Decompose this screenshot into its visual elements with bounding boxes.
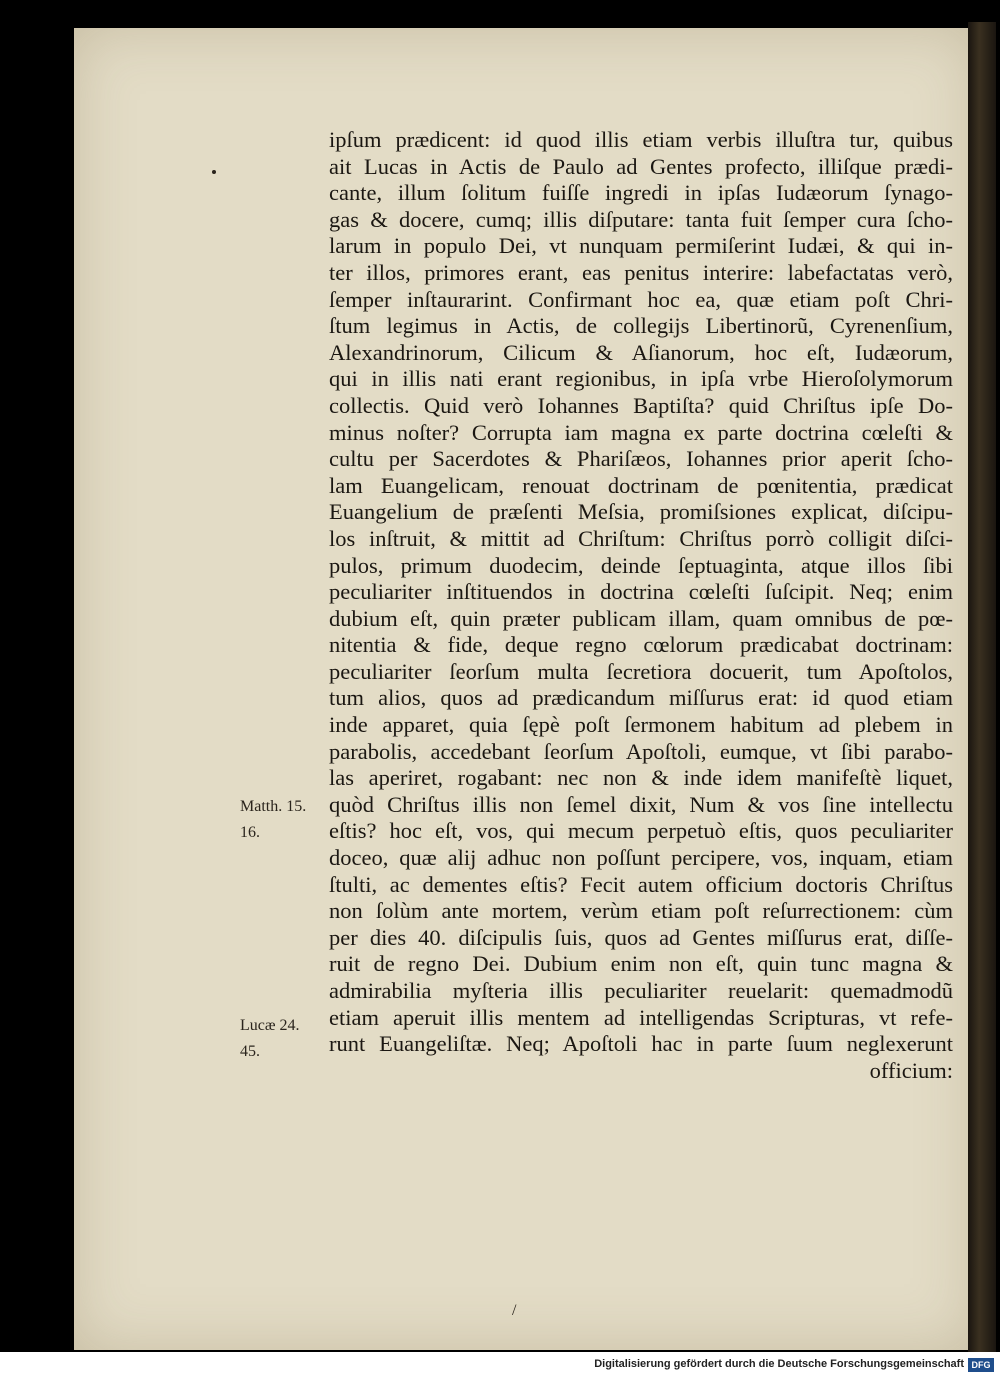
funding-credit: Digitalisierung gefördert durch die Deutsche Forschungsgemeinschaft — [594, 1358, 964, 1370]
footer-bar — [0, 1352, 1000, 1379]
text-line: nitentia & fide, deque regno cœlorum prædicabat doctrinam: — [329, 632, 953, 658]
text-line: inde apparet, quia ſępè poſt ſermonem habitum ad plebem in — [329, 712, 953, 738]
text-line: ait Lucas in Actis de Paulo ad Gentes profecto, illiſque prædi- — [329, 153, 953, 179]
text-line: los inſtruit, & mittit ad Chriſtum: Chriſtus porrò colligit diſci- — [329, 525, 953, 551]
text-line: officium: — [869, 1057, 953, 1083]
text-line: Alexandrinorum, Cilicum & Aſianorum, hoc eſt, Iudæorum, — [329, 339, 953, 365]
text-line: cultu per Sacerdotes & Phariſæos, Iohannes prior aperit ſcho- — [329, 446, 953, 472]
text-line: ſtulti, ac dementes eſtis? Fecit autem officium doctoris Chriſtus — [329, 871, 953, 897]
text-line: collectis. Quid verò Iohannes Baptiſta? quid Chriſtus ipſe Do- — [329, 392, 953, 418]
text-line: admirabilia myſteria illis peculiariter reuelarit: quemadmodũ — [329, 978, 953, 1003]
marginal-note-line: 45. — [240, 1043, 260, 1060]
marginal-note-line: Lucæ 24. — [240, 1017, 300, 1034]
marginal-note-luke — [240, 1013, 300, 1065]
text-line: doceo, quæ alij adhuc non poſſunt percipere, vos, inquam, etiam — [329, 845, 953, 871]
text-line: tum alios, quos ad prædicandum miſſurus erat: id quod etiam — [329, 685, 953, 711]
marginal-note-line: 16. — [240, 824, 260, 841]
text-line: ruit de regno Dei. Dubium enim non eſt, quin tunc magna & — [329, 951, 953, 977]
dfg-logo-icon: DFG — [968, 1358, 994, 1372]
body-text — [329, 127, 953, 1084]
text-line: peculiariter ſeorſum multa ſecretiora docuerit, tum Apoſtolos, — [329, 658, 953, 684]
text-line: ter illos, primores erant, eas penitus interire: labefactatas verò, — [329, 259, 953, 285]
text-line: ſemper inſtaurarint. Confirmant hoc ea, quæ etiam poſt Chri- — [329, 286, 953, 312]
text-line: eſtis? hoc eſt, vos, qui mecum perpetuò eſtis, quos peculiariter — [329, 818, 953, 844]
text-line: ſtum legimus in Actis, de collegijs Libertinorũ, Cyrenenſium, — [329, 313, 953, 339]
text-line: ipſum prædicent: id quod illis etiam verbis illuſtra tur, quibus — [329, 127, 953, 152]
text-line: parabolis, accedebant ſeorſum Apoſtoli, eumque, vt ſibi parabo- — [329, 738, 953, 764]
text-line: quòd Chriſtus illis non ſemel dixit, Num & vos ſine intellectu — [329, 791, 953, 817]
text-line: runt Euangeliſtæ. Neq; Apoſtoli hac in parte ſuum neglexerunt — [329, 1031, 953, 1057]
text-line: minus noſter? Corrupta iam magna ex parte doctrina cœleſti & — [329, 419, 953, 445]
text-line: pulos, primum duodecim, deinde ſeptuaginta, atque illos ſibi — [329, 552, 953, 578]
text-line: dubium eſt, quin præter publicam illam, quam omnibus de pœ- — [329, 605, 953, 631]
text-line: qui in illis nati erant regionibus, in ipſa vrbe Hieroſolymorum — [329, 366, 953, 392]
text-line: non ſolùm ante mortem, verùm etiam poſt reſurrectionem: cùm — [329, 898, 953, 924]
text-line: peculiariter inſtituendos in doctrina cœleſti ſuſcipit. Neq; enim — [329, 579, 953, 605]
signature-mark: / — [512, 1302, 517, 1319]
text-line: gas & docere, cumq; illis diſputare: tanta fuit ſemper cura ſcho- — [329, 206, 953, 232]
text-line: Euangelium de præſenti Meſsia, promiſsiones explicat, diſcipu- — [329, 499, 953, 525]
text-line: etiam aperuit illis mentem ad intelligendas Scripturas, vt refe- — [329, 1004, 953, 1030]
text-line: per dies 40. diſcipulis ſuis, quos ad Gentes miſſurus erat, diſſe- — [329, 924, 953, 950]
marginal-note-line: Matth. 15. — [240, 798, 307, 815]
text-line: larum in populo Dei, vt nunquam permiſerint Iudæi, & qui in- — [329, 233, 953, 259]
ink-dot — [212, 170, 216, 174]
marginal-note-matthew — [240, 794, 306, 846]
text-line: lam Euangelicam, renouat doctrinam de pœnitentia, prædicat — [329, 472, 953, 498]
text-line: las aperiret, rogabant: nec non & inde idem manifeſtè liquet, — [329, 765, 953, 791]
page-edge — [968, 22, 996, 1352]
text-line: cante, illum ſolitum fuiſſe ingredi in ipſas Iudæorum ſynago- — [329, 180, 953, 206]
